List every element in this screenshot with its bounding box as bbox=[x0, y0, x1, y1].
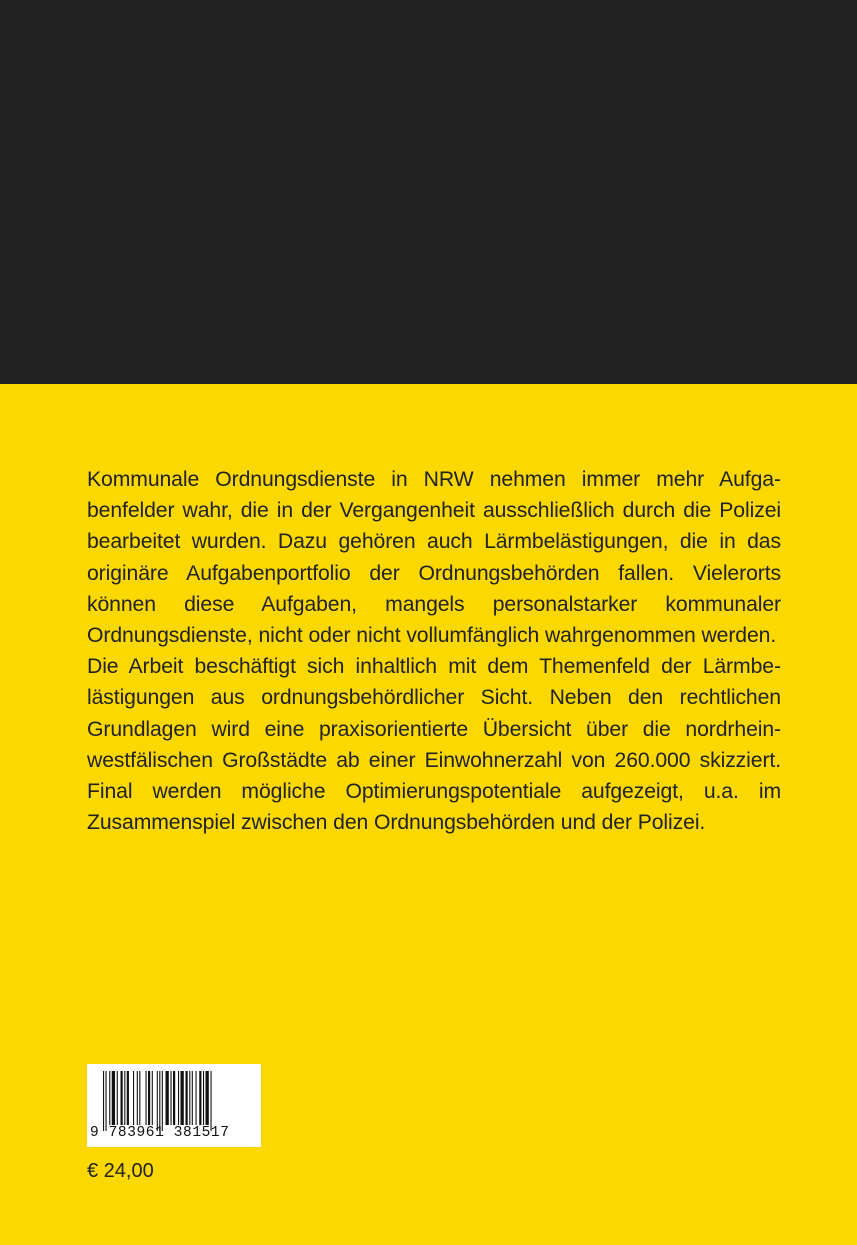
barcode-bar bbox=[196, 1071, 197, 1125]
barcode-bar bbox=[166, 1071, 169, 1125]
barcode-bar bbox=[133, 1071, 134, 1125]
barcode-bar bbox=[192, 1071, 193, 1125]
barcode-bar bbox=[112, 1071, 115, 1125]
barcode-bar bbox=[139, 1071, 140, 1125]
barcode-bar bbox=[152, 1071, 153, 1125]
barcode-bar bbox=[189, 1071, 190, 1125]
barcode-bar bbox=[171, 1071, 172, 1125]
barcode-bar bbox=[109, 1071, 110, 1125]
price-label: € 24,00 bbox=[87, 1160, 154, 1182]
barcode-bar bbox=[181, 1071, 184, 1125]
barcode-bar bbox=[103, 1071, 104, 1131]
barcode-bar bbox=[148, 1071, 150, 1125]
barcode-bar bbox=[146, 1071, 147, 1125]
barcode-bar bbox=[121, 1071, 123, 1125]
barcode-bar bbox=[178, 1071, 179, 1125]
cover-top-band bbox=[0, 0, 857, 384]
barcode-bar bbox=[186, 1071, 188, 1125]
isbn-barcode bbox=[87, 1064, 261, 1147]
barcode-bar bbox=[106, 1071, 107, 1131]
barcode-bar bbox=[159, 1071, 160, 1131]
barcode-bar bbox=[206, 1071, 209, 1125]
barcode-bar bbox=[203, 1071, 204, 1125]
barcode-bar bbox=[173, 1071, 175, 1125]
back-cover-blurb bbox=[87, 464, 781, 838]
barcode-bar bbox=[137, 1071, 138, 1125]
blurb-paragraph-2: Die Arbeit beschäftigt sich inhaltlich mit dem Themenfeld der Lärmbelästigungen aus ordnungsbehördlicher Sicht. Neben den rechtlichen Grundlagen wird eine praxisorientierte Übersicht über die nordrhein-westfälischen Großstädte ab einer Einwohnerzahl von 260.000 skizziert. Final werden mögliche Optimierungspotentiale aufgezeigt, u.a. im Zusammenspiel zwischen den Ordnungsbehörden und der Polizei. bbox=[87, 655, 781, 835]
barcode-bar bbox=[127, 1071, 129, 1125]
barcode-bar bbox=[117, 1071, 118, 1125]
blurb-paragraph-1: Kommunale Ordnungsdienste in NRW nehmen immer mehr Aufgabenfelder wahr, die in der Vergangenheit ausschließlich durch die Polizei bearbeitet wurden. Dazu gehören auch Lärmbelästigungen, die in das originäre Aufgabenportfolio der Ordnungsbehörden fallen. Vielerorts können diese Aufgaben, mangels personalstarker kommunaler Ordnungsdienste, nicht oder nicht vollumfänglich wahrgenommen werden. bbox=[87, 468, 781, 648]
isbn-number: 9 783961 381517 bbox=[90, 1125, 230, 1141]
barcode-bar bbox=[211, 1071, 212, 1131]
barcode-bar bbox=[199, 1071, 201, 1125]
barcode-bar bbox=[157, 1071, 158, 1131]
barcode-bar bbox=[124, 1071, 125, 1125]
barcode-bar bbox=[162, 1071, 163, 1131]
